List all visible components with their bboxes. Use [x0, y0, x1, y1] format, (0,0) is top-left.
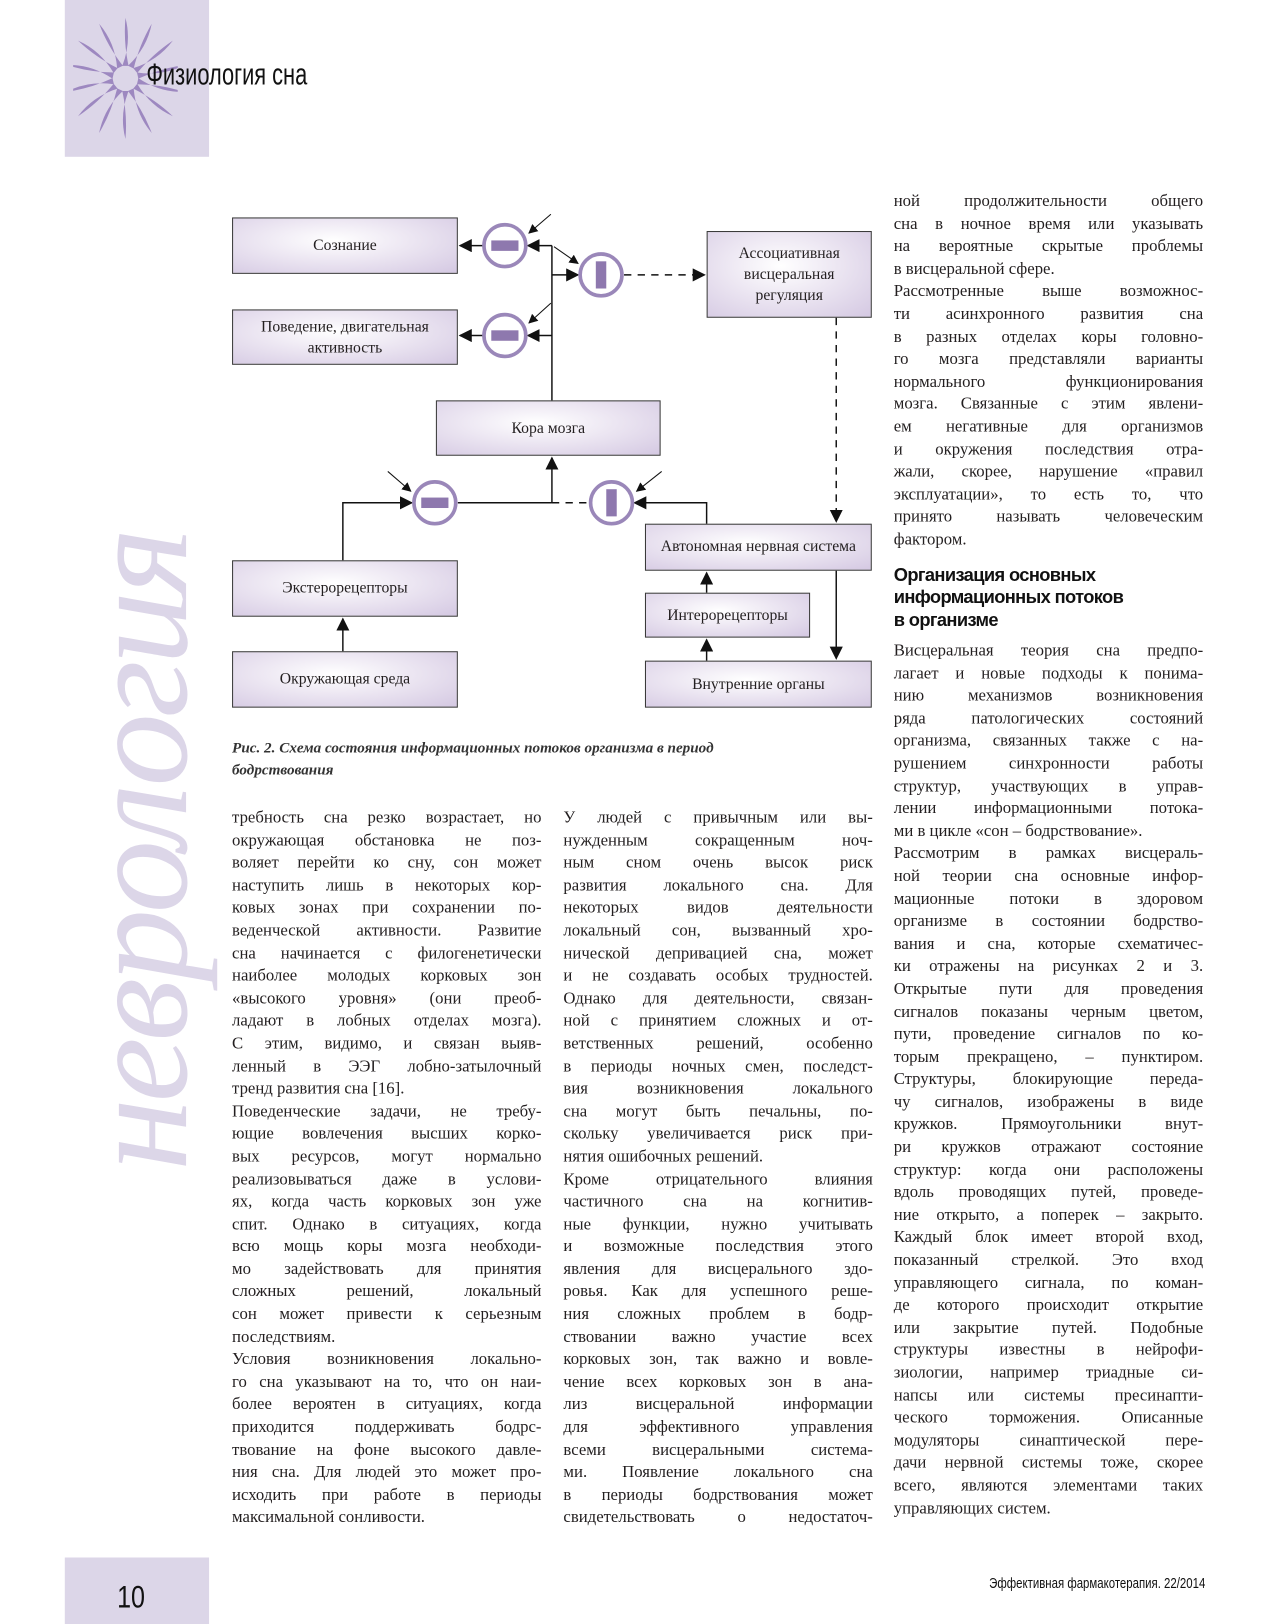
control-arrow-3	[529, 303, 551, 323]
text-line: явления для висцерального здо-	[563, 1260, 873, 1279]
text-line: де которого происходит открытие	[893, 1296, 1204, 1315]
text-column-2	[563, 807, 872, 1529]
text-line: рушением синхронности работы	[893, 754, 1204, 773]
caption-line: Рис. 2. Схема состояния информационных потоков организма в период	[232, 740, 714, 757]
text-line: ющие вовлечения высших корко-	[232, 1125, 542, 1143]
text-line: управляющего сигнала, по коман-	[893, 1273, 1204, 1292]
minus-bar-icon	[491, 240, 518, 250]
star-spike	[73, 78, 114, 95]
text-line: ми. Появление локального сна	[563, 1463, 873, 1482]
text-line: ной продолжительности общего	[893, 192, 1204, 211]
text-line: на вероятные скрытые проблемы	[893, 237, 1204, 256]
text-line: требность сна резко возрастает, но	[232, 809, 542, 827]
text-line: спит. Однако в ситуациях, когда	[232, 1215, 542, 1234]
paragraph	[232, 1100, 541, 1348]
text-line: дачи нервной системы тоже, скорее	[893, 1454, 1204, 1473]
text-line: веденческой активности. Развитие	[232, 921, 542, 940]
text-line: в периоды бодрствования может	[563, 1486, 873, 1504]
text-line: сон может привести к серьезным	[232, 1305, 542, 1324]
text-line: зиологии, например триадные си-	[893, 1364, 1204, 1382]
text-line: Однако для деятельности, связан-	[563, 989, 873, 1008]
text-line: организма, связанных также с на-	[893, 732, 1204, 750]
text-line: развития локального сна. Для	[563, 876, 873, 895]
text-line: вия возникновения локального	[563, 1079, 873, 1098]
text-line: в периоды ночных смен, последст-	[563, 1057, 873, 1076]
text-line: ния сложных проблем в бодр-	[563, 1305, 873, 1324]
text-line: показанный стрелкой. Это вход	[893, 1251, 1204, 1270]
text-line: в висцеральной сфере.	[893, 260, 1055, 278]
text-line: нической депривацией сна, может	[563, 944, 873, 963]
text-line: воляет перейти ко сну, сон может	[232, 854, 542, 872]
paragraph	[232, 807, 541, 1100]
text-line: ветственных решений, особенно	[563, 1034, 873, 1053]
text-line: Структуры, блокирующие переда-	[893, 1070, 1204, 1089]
text-line: нужденным сокращенным ноч-	[563, 831, 873, 850]
vertical-bar-icon	[606, 489, 616, 516]
text-line: тренд развития сна [16].	[232, 1079, 405, 1098]
text-line: всеми висцеральными система-	[563, 1441, 873, 1459]
text-line: сигналов показаны черным цветом,	[893, 1002, 1204, 1021]
minus-bar-icon	[491, 330, 518, 340]
text-line: или закрытие путей. Подобные	[893, 1318, 1204, 1337]
text-line: Висцеральная теория сна предпо-	[893, 641, 1204, 660]
text-line: свидетельствовать о недостаточ-	[563, 1508, 873, 1527]
paragraph	[563, 807, 872, 1168]
text-line: реализовываться даже в услови-	[232, 1170, 542, 1188]
star-spike	[96, 88, 123, 134]
text-line: последствиям.	[232, 1328, 336, 1346]
minus-bar-icon	[421, 498, 448, 508]
box-exteroceptors: Экстерорецепторы	[232, 560, 458, 616]
text-line: организме в состоянии бодрство-	[893, 912, 1204, 931]
paragraph	[894, 190, 1203, 280]
page-number: 10	[117, 1580, 145, 1615]
text-line: мозга. Связанные с этим явлени-	[893, 395, 1204, 414]
text-line: кружков. Прямоугольники внут-	[893, 1115, 1204, 1134]
text-line: вых ресурсов, могут нормально	[232, 1147, 542, 1166]
paragraph	[232, 1349, 541, 1530]
text-line: твование на фоне высокого давле-	[232, 1441, 542, 1459]
section-heading	[894, 564, 1203, 631]
text-line: управляющих систем.	[893, 1499, 1051, 1518]
journal-issue: Эффективная фармакотерапия. 22/2014	[989, 1574, 1206, 1591]
text-line: и окружения последствия отра-	[893, 440, 1204, 459]
text-line: Условия возникновения локально-	[232, 1350, 542, 1369]
text-line: лагает и новые подходы к понима-	[893, 664, 1204, 683]
text-line: модуляторы синаптической пере-	[893, 1431, 1204, 1450]
text-line: нию механизмов возникновения	[893, 686, 1204, 705]
text-line: «высокого уровня» (они преоб-	[232, 989, 542, 1008]
box-internal-organs: Внутренние органы	[645, 661, 872, 708]
text-line: ях, когда часть корковых зон уже	[232, 1192, 542, 1211]
text-line: мо задействовать для принятия	[232, 1260, 542, 1279]
control-arrow-4	[388, 471, 411, 491]
control-arrow-2	[554, 247, 578, 264]
gate-open-associative	[580, 254, 622, 296]
box-consciousness: Сознание	[232, 217, 458, 273]
text-line: принято называть человеческим	[893, 508, 1204, 527]
text-line: вдоль проводящих путей, проведе-	[893, 1183, 1204, 1202]
box-interoceptors: Интерорецепторы	[645, 593, 810, 638]
text-line: чение всех корковых зон в ана-	[563, 1373, 873, 1392]
text-line: Поведенческие задачи, не требу-	[232, 1102, 542, 1121]
text-line: сна в ночное время или указывать	[893, 214, 1204, 233]
text-line: нятия ошибочных решений.	[563, 1147, 764, 1166]
text-line: ем негативные для организмов	[893, 418, 1204, 436]
text-line: всего, являются элементами таких	[893, 1476, 1204, 1495]
star-spike	[76, 84, 118, 119]
text-line: ние открыто, а поперек – закрыто.	[893, 1206, 1204, 1224]
heading-line: Организация основных	[893, 563, 1096, 585]
box-associative-regulation: Ассоциативная висцеральная регуляция	[707, 231, 872, 318]
text-line: ленный в ЭЭГ лобно-затылочный	[232, 1057, 542, 1076]
text-line: Открытые пути для проведения	[893, 980, 1204, 999]
text-line: для эффективного управления	[563, 1418, 873, 1437]
gate-open-autonomic	[591, 482, 633, 524]
text-line: структуры известны в нейрофи-	[893, 1341, 1204, 1360]
text-line: торым прекращено, – пунктиром.	[893, 1048, 1204, 1066]
star-spike	[122, 18, 128, 66]
text-line: ряда патологических состояний	[893, 709, 1204, 728]
text-line: чу сигналов, изображены в виде	[893, 1093, 1204, 1112]
box-behavior: Поведение, двигательная активность	[232, 309, 458, 364]
text-line: У людей с привычным или вы-	[563, 809, 873, 827]
text-line: ри кружков отражают состояние	[893, 1138, 1204, 1157]
text-line: ствовании важно участие всех	[563, 1328, 873, 1346]
heading-line: в организме	[893, 608, 998, 630]
text-line: исходить при работе в периоды	[232, 1486, 542, 1504]
text-line: ти асинхронного развития сна	[893, 305, 1204, 323]
caption-line: бодрствования	[232, 762, 334, 779]
vertical-bar-icon	[596, 261, 606, 288]
text-line: Рассмотренные выше возможнос-	[893, 282, 1204, 301]
text-line: вания и сна, которые схематичес-	[893, 935, 1204, 954]
control-arrow-1	[529, 214, 551, 233]
text-line: всю мощь коры мозга необходи-	[232, 1237, 542, 1256]
text-line: и возможные последствия этого	[563, 1237, 873, 1256]
text-line: го сна указывают на то, что он наи-	[232, 1373, 542, 1392]
paragraph	[563, 1168, 872, 1529]
text-line: пути, проведение сигналов по ко-	[893, 1025, 1204, 1044]
text-line: жали, скорее, нарушение «правил	[893, 463, 1204, 481]
text-line: лении информационными потока-	[893, 799, 1204, 818]
text-line: ческого торможения. Описанные	[893, 1409, 1204, 1428]
text-line: максимальной сонливости.	[232, 1508, 425, 1527]
star-spike	[96, 22, 123, 68]
text-line: эксплуатации», то есть то, что	[893, 485, 1204, 504]
text-line: Кроме отрицательного влияния	[563, 1170, 873, 1188]
text-line: сложных решений, локальный	[232, 1283, 542, 1301]
text-line: го мозга представляли варианты	[893, 350, 1204, 369]
text-line: локальный сон, вызванный хро-	[563, 921, 873, 940]
text-line: скольку увеличивается риск при-	[563, 1125, 873, 1143]
arrow-extero-to-circle4	[343, 503, 412, 560]
star-spike	[122, 91, 128, 139]
text-line: структур, участвующих в управ-	[893, 777, 1204, 796]
text-line: напсы или системы пресинапти-	[893, 1386, 1204, 1405]
text-line: ки отражены на рисунках 2 и 3.	[893, 957, 1204, 976]
text-line: фактором.	[893, 530, 967, 549]
text-line: сна начинается с филогенетически	[232, 944, 542, 963]
box-autonomic-nervous-system: Автономная нервная система	[645, 524, 872, 571]
text-line: ной с принятием сложных и от-	[563, 1012, 873, 1030]
text-line: Рассмотрим в рамках висцераль-	[893, 844, 1204, 863]
text-line: ния сна. Для людей это может про-	[232, 1463, 542, 1482]
text-line: ным сном очень высок риск	[563, 854, 873, 872]
gate-closed-behavior	[484, 315, 526, 357]
text-line: и не создавать особых трудностей.	[563, 967, 873, 985]
text-line: окружающая обстановка не поз-	[232, 831, 542, 850]
gate-closed-consciousness	[484, 225, 526, 267]
box-cortex: Кора мозга	[436, 400, 661, 455]
box-environment: Окружающая среда	[232, 651, 458, 707]
paragraph	[894, 640, 1203, 843]
gate-closed-extero	[414, 482, 456, 524]
text-line: мационные потоки в здоровом	[893, 890, 1204, 908]
text-line: ровья. Как для успешного реше-	[563, 1283, 873, 1301]
text-line: ладают в лобных отделах мозга).	[232, 1012, 542, 1030]
text-line: корковых зон, так важно и вовле-	[563, 1350, 873, 1369]
text-line: ковых зонах при сохранении по-	[232, 899, 542, 918]
text-line: ми в цикле «сон – бодрствование».	[893, 822, 1143, 841]
text-line: Каждый блок имеет второй вход,	[893, 1228, 1204, 1247]
text-line: С этим, видимо, и связан выяв-	[232, 1034, 542, 1053]
control-arrow-5	[637, 471, 662, 491]
text-line: наиболее молодых корковых зон	[232, 967, 542, 985]
text-line: ные функции, нужно учитывать	[563, 1215, 873, 1234]
text-column-1	[232, 807, 541, 1529]
star-spike	[128, 88, 155, 134]
paragraph	[894, 843, 1203, 1520]
text-line: сна могут быть печальны, по-	[563, 1102, 873, 1121]
figure-caption	[232, 738, 859, 782]
section-title: Физиология сна	[146, 58, 308, 92]
text-line: более вероятен в ситуациях, когда	[232, 1395, 542, 1414]
text-line: наступить лишь в некоторых кор-	[232, 876, 542, 895]
heading-line: информационных потоков	[893, 586, 1124, 608]
text-line: лиз висцеральной информации	[563, 1395, 873, 1414]
text-line: в разных отделах коры головно-	[893, 327, 1204, 346]
text-line: некоторых видов деятельности	[563, 899, 873, 918]
text-line: нормального функционирования	[893, 372, 1204, 391]
rubric-watermark: неврология	[56, 531, 219, 1171]
arrow-autonomic-to-circle5	[634, 503, 706, 524]
text-line: структур: когда они расположены	[893, 1160, 1204, 1179]
text-line: ной теории сна основные инфор-	[893, 867, 1204, 886]
star-spike	[73, 62, 114, 79]
text-line: частичного сна на когнитив-	[563, 1192, 873, 1211]
rubric-watermark-area	[56, 418, 219, 1171]
text-column-3	[894, 190, 1203, 1520]
text-line: приходится поддерживать бодрс-	[232, 1418, 542, 1437]
paragraph	[894, 281, 1203, 552]
